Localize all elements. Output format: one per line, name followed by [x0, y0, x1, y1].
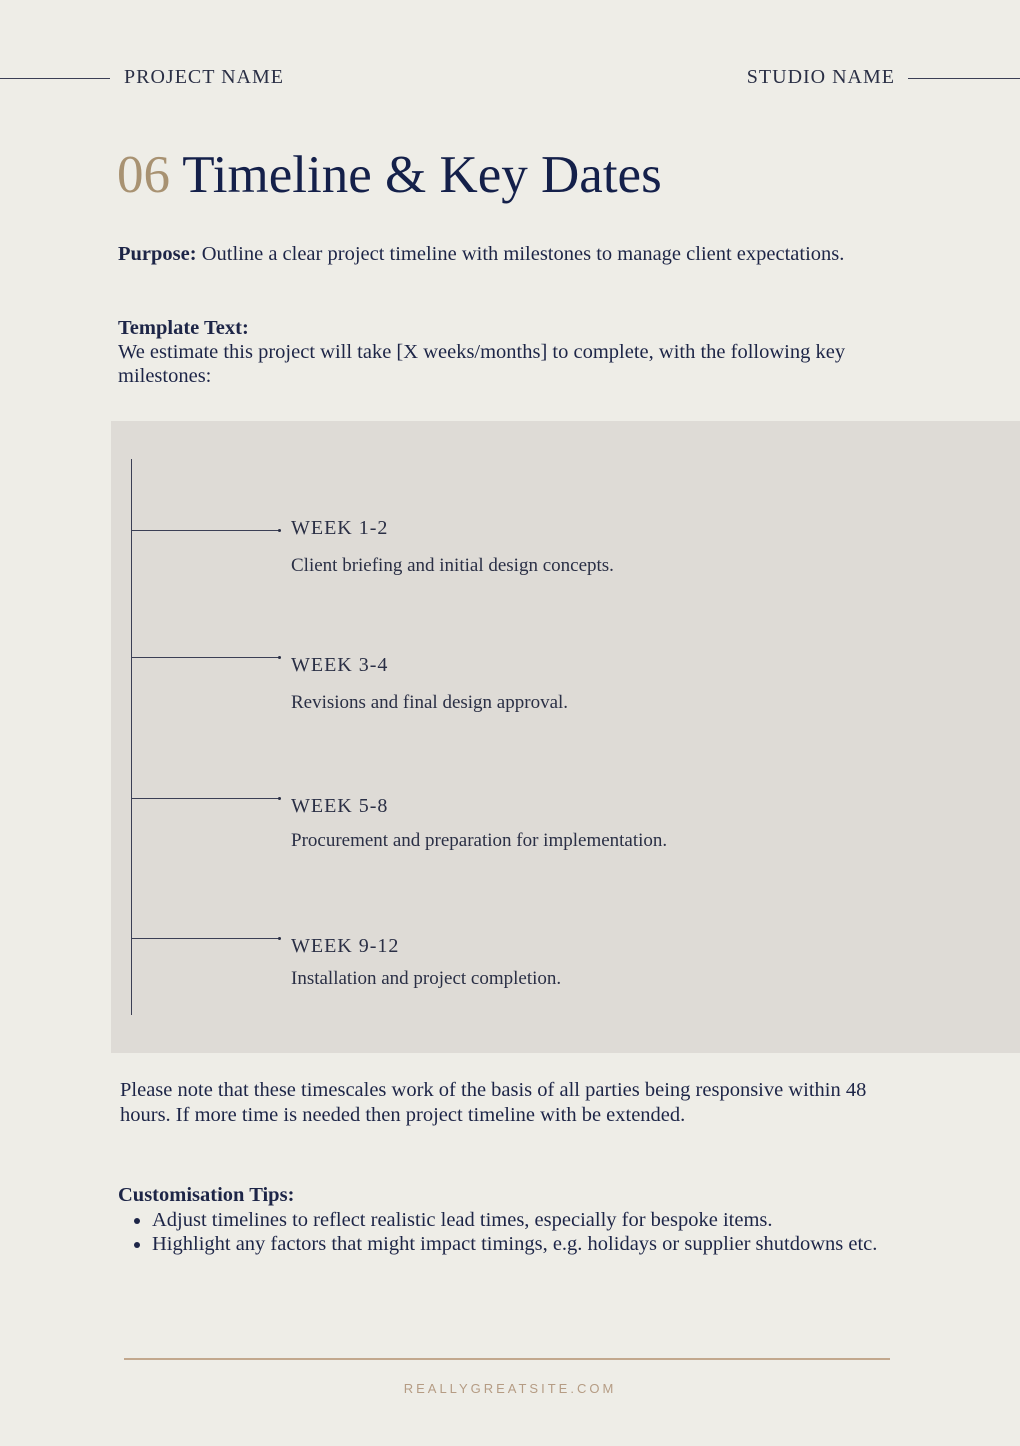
timeline-description: Procurement and preparation for implementation.	[291, 830, 668, 851]
timeline-panel	[111, 421, 1020, 1053]
timeline-connector	[131, 798, 279, 799]
timeline-week: WEEK 3-4	[291, 654, 389, 676]
purpose-paragraph	[118, 242, 898, 266]
timeline-dot	[278, 529, 281, 532]
timeline-week: WEEK 9-12	[291, 935, 400, 957]
template-paragraph	[118, 316, 898, 388]
tips-list	[118, 1208, 918, 1256]
timeline-description: Installation and project completion.	[291, 968, 562, 989]
template-text: We estimate this project will take [X weeks/months] to complete, with the following key milestones:	[118, 341, 846, 387]
timeline-description: Client briefing and initial design concepts.	[291, 555, 614, 576]
header-rule-right	[908, 78, 1020, 79]
section-title: Timeline & Key Dates	[182, 146, 662, 204]
header-rule-left	[0, 78, 110, 79]
footer-website: REALLYGREATSITE.COM	[403, 1381, 617, 1396]
page-title	[117, 140, 662, 210]
section-number: 06	[117, 146, 170, 204]
timeline-connector	[131, 530, 279, 531]
timeline-dot	[278, 797, 281, 800]
timeline-connector	[131, 938, 279, 939]
tips-heading: Customisation Tips:	[118, 1184, 295, 1206]
timescale-note: Please note that these timescales work of the basis of all parties being responsive within 48 hours. If more time is needed then project timeline with be extended.	[120, 1079, 867, 1126]
studio-name: STUDIO NAME	[746, 66, 895, 88]
timeline-week: WEEK 5-8	[291, 795, 389, 817]
tip-item: • Highlight any factors that might impact timings, e.g. holidays or supplier shutdowns etc.	[152, 1232, 918, 1256]
template-label: Template Text:	[118, 317, 249, 339]
timeline-dot	[278, 656, 281, 659]
timeline-dot	[278, 937, 281, 940]
project-name: PROJECT NAME	[124, 66, 284, 88]
timeline-connector	[131, 657, 279, 658]
footer-rule	[124, 1358, 890, 1360]
purpose-label: Purpose:	[118, 243, 197, 265]
timeline-description: Revisions and final design approval.	[291, 692, 569, 713]
purpose-text: Outline a clear project timeline with milestones to manage client expectations.	[201, 243, 845, 265]
tip-item: • Adjust timelines to reflect realistic lead times, especially for bespoke items.	[152, 1208, 918, 1232]
timeline-week: WEEK 1-2	[291, 517, 389, 539]
timeline-axis	[131, 459, 132, 1015]
